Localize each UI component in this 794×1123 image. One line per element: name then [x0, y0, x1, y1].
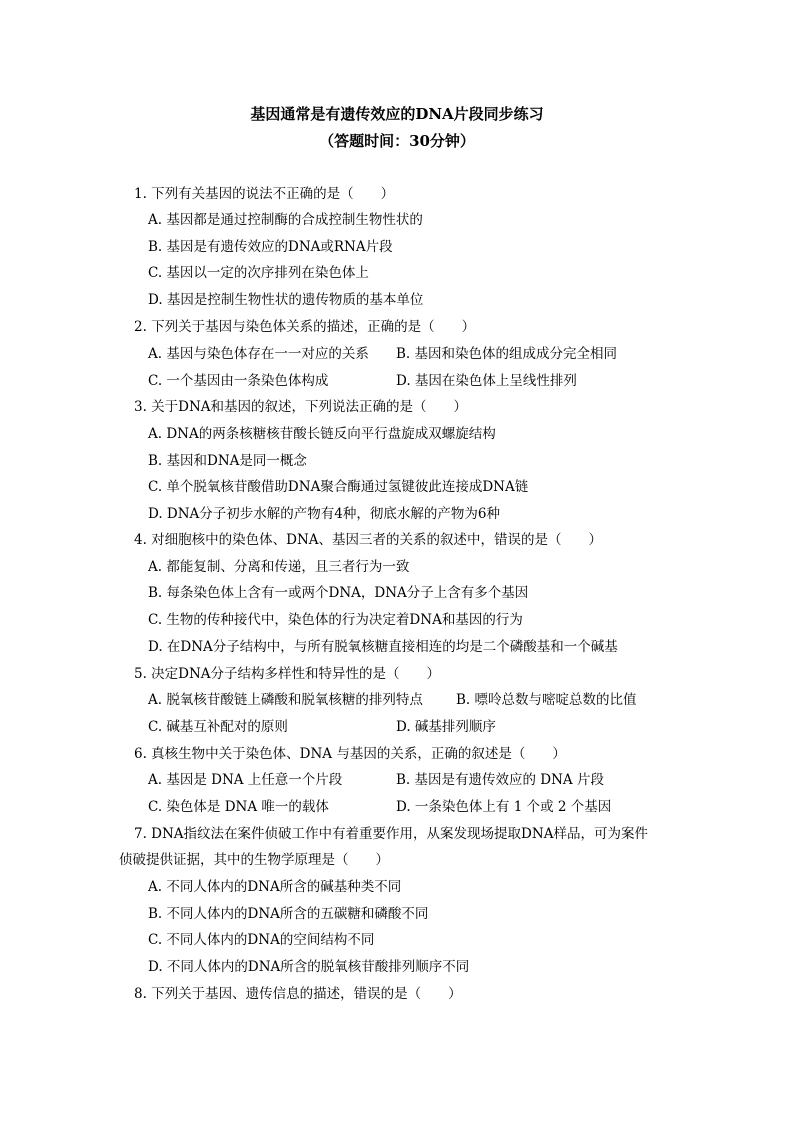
question-2-stem: 2. 下列关于基因与染色体关系的描述，正确的是（ ） [134, 319, 476, 335]
question-5-option-d: D. 碱基排列顺序 [396, 719, 496, 735]
question-7-option-a: A. 不同人体内的DNA所含的碱基种类不同 [148, 879, 402, 895]
question-1-option-d: D. 基因是控制生物性状的遗传物质的基本单位 [148, 292, 424, 308]
question-2-option-a: A. 基因与染色体存在一一对应的关系 [148, 346, 369, 362]
question-5-stem: 5. 决定DNA分子结构多样性和特异性的是（ ） [134, 666, 441, 682]
question-3-option-b: B. 基因和DNA是同一概念 [148, 453, 307, 469]
question-4-option-a: A. 都能复制、分离和传递，且三者行为一致 [148, 559, 410, 575]
question-7-option-c: C. 不同人体内的DNA的空间结构不同 [148, 932, 375, 948]
question-2-option-d: D. 基因在染色体上呈线性排列 [396, 373, 577, 389]
question-6-option-c: C. 染色体是 DNA 唯一的载体 [148, 799, 329, 815]
page-subtitle: （答题时间：30分钟） [319, 132, 475, 150]
page-title: 基因通常是有遗传效应的DNA片段同步练习 [250, 105, 544, 123]
question-6-option-b: B. 基因是有遗传效应的 DNA 片段 [396, 772, 604, 788]
question-1-option-b: B. 基因是有遗传效应的DNA或RNA片段 [148, 239, 393, 255]
question-8-stem: 8. 下列关于基因、遗传信息的描述，错误的是（ ） [134, 986, 462, 1002]
question-4-option-d: D. 在DNA分子结构中，与所有脱氧核糖直接相连的均是二个磷酸基和一个碱基 [148, 639, 618, 655]
question-1-option-a: A. 基因都是通过控制酶的合成控制生物性状的 [148, 212, 423, 228]
question-5-option-c: C. 碱基互补配对的原则 [148, 719, 288, 735]
question-5-option-a: A. 脱氧核苷酸链上磷酸和脱氧核糖的排列特点 [148, 692, 423, 708]
question-2-option-b: B. 基因和染色体的组成成分完全相同 [396, 346, 618, 362]
question-6-stem: 6. 真核生物中关于染色体、DNA 与基因的关系，正确的叙述是（ ） [134, 746, 566, 762]
question-4-stem: 4. 对细胞核中的染色体、DNA、基因三者的关系的叙述中，错误的是（ ） [134, 532, 603, 548]
question-1-stem: 1. 下列有关基因的说法不正确的是（ ） [134, 186, 395, 202]
question-7-option-b: B. 不同人体内的DNA所含的五碳糖和磷酸不同 [148, 906, 429, 922]
question-6-option-d: D. 一条染色体上有 1 个或 2 个基因 [396, 799, 612, 815]
question-3-option-c: C. 单个脱氧核苷酸借助DNA聚合酶通过氢键彼此连接成DNA链 [148, 479, 529, 495]
question-7-stem-continued: 侦破提供证据，其中的生物学原理是（ ） [119, 852, 389, 868]
question-7-option-d: D. 不同人体内的DNA所含的脱氧核苷酸排列顺序不同 [148, 959, 470, 975]
question-7-stem: 7. DNA指纹法在案件侦破工作中有着重要作用，从案发现场提取DNA样品，可为案件 [134, 826, 648, 842]
question-3-option-d: D. DNA分子初步水解的产物有4种，彻底水解的产物为6种 [148, 506, 500, 522]
question-2-option-c: C. 一个基因由一条染色体构成 [148, 373, 329, 389]
question-3-stem: 3. 关于DNA和基因的叙述，下列说法正确的是（ ） [134, 399, 468, 415]
question-4-option-b: B. 每条染色体上含有一或两个DNA，DNA分子上含有多个基因 [148, 585, 529, 601]
question-4-option-c: C. 生物的传种接代中，染色体的行为决定着DNA和基因的行为 [148, 612, 523, 628]
question-5-option-b: B. 嘌呤总数与嘧啶总数的比值 [456, 692, 637, 708]
question-3-option-a: A. DNA的两条核糖核苷酸长链反向平行盘旋成双螺旋结构 [148, 426, 496, 442]
question-6-option-a: A. 基因是 DNA 上任意一个片段 [148, 772, 343, 788]
question-1-option-c: C. 基因以一定的次序排列在染色体上 [148, 265, 369, 281]
